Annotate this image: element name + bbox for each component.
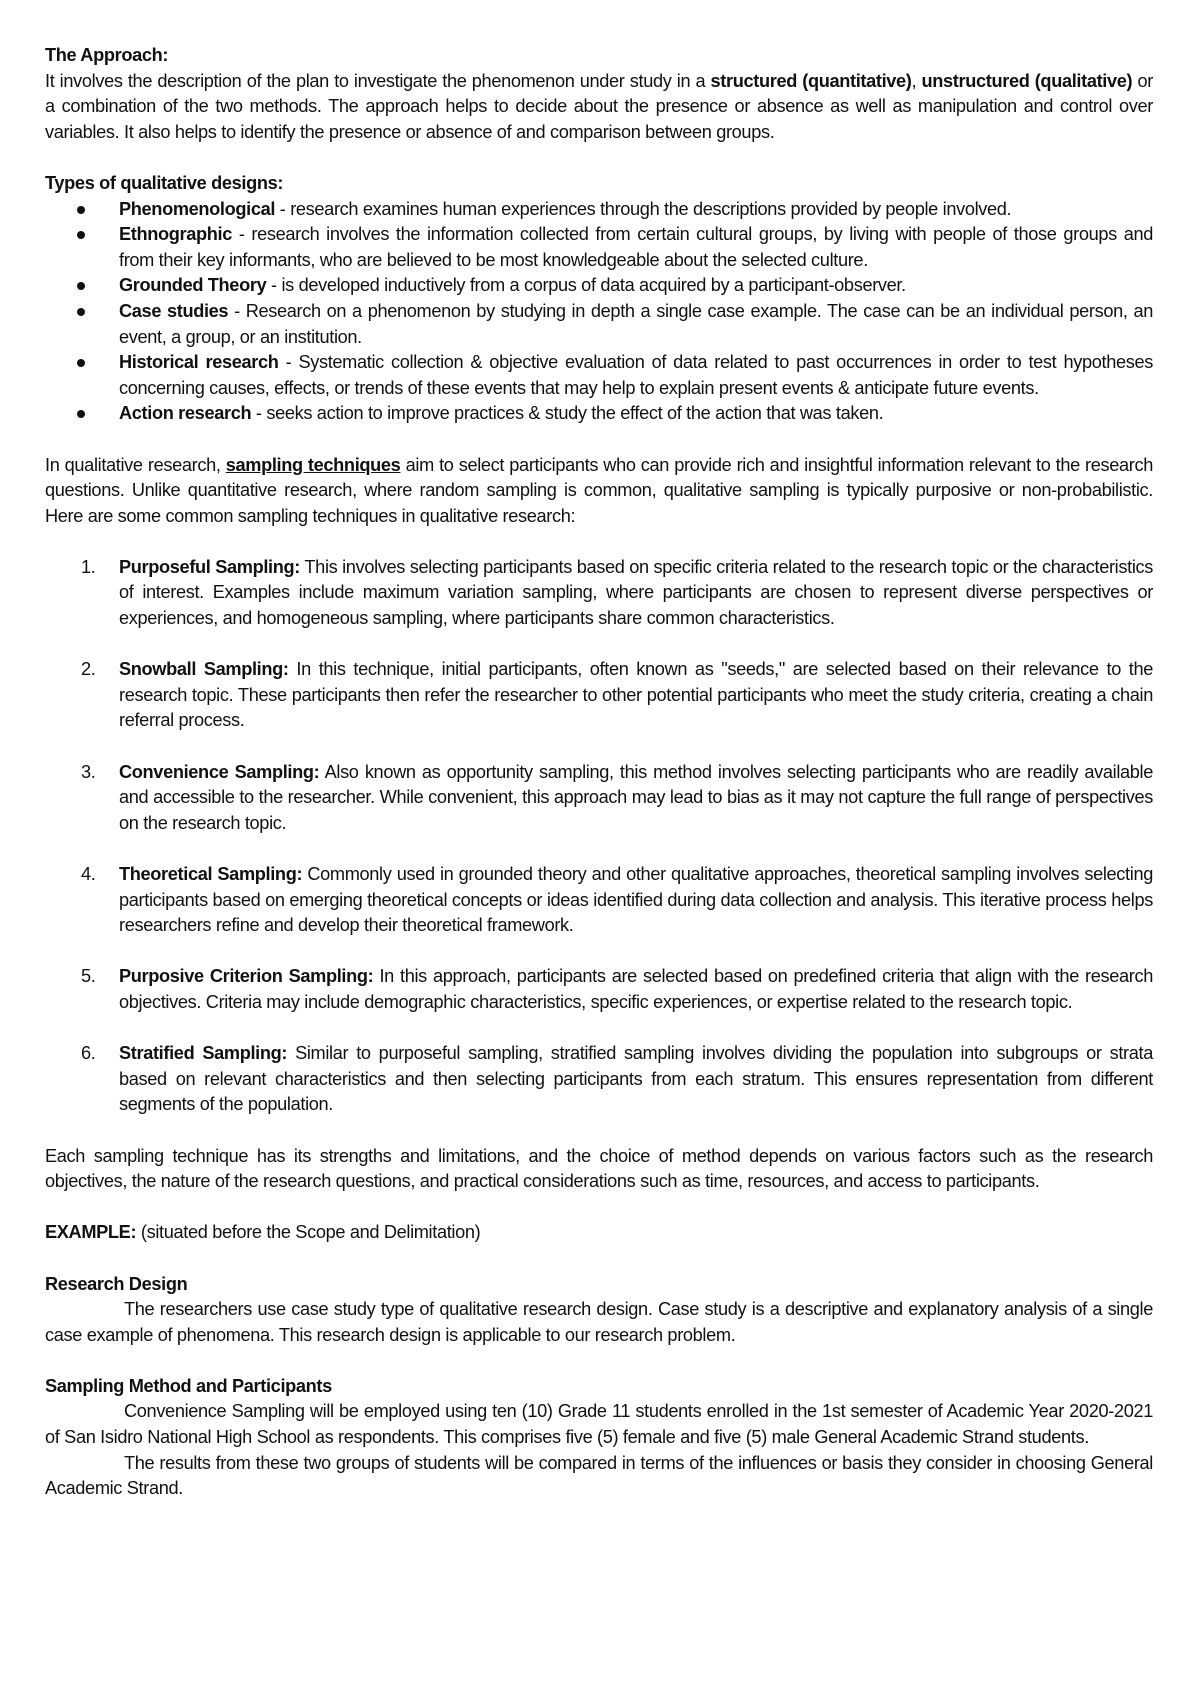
approach-heading: The Approach: [45, 45, 169, 65]
approach-text-3: or a combination of the two methods. The approach helps to decide about the presence or absence as well as manipulation and control over variables. It also helps to identify the presence or absence of and comparison between groups. [45, 70, 1153, 142]
technique-desc: In this technique, initial participants, often known as "seeds," are selected based on their relevance to the research topic. These participants then refer the researcher to other potential participants who meet the study criteria, creating a chain referral process. [119, 659, 1153, 731]
list-item [45, 197, 1153, 223]
sampling-method-heading: Sampling Method and Participants [45, 1375, 332, 1396]
spacer [45, 1118, 1153, 1144]
bullet-icon [77, 231, 85, 239]
spacer [45, 427, 1153, 453]
document-page [45, 43, 1153, 1502]
bullet-icon [77, 410, 85, 418]
type-desc: - seeks action to improve practices & study the effect of the action that was taken. [251, 403, 884, 424]
bullet-icon [77, 308, 85, 316]
example-line [45, 1220, 1153, 1246]
type-desc: - Research on a phenomenon by studying in depth a single case example. The case can be an individual person, an event, a group, or an institution. [119, 300, 1153, 347]
approach-bold-unstructured: unstructured (qualitative) [921, 70, 1133, 91]
list-item [45, 1041, 1153, 1118]
spacer [45, 145, 1153, 171]
technique-desc: In this approach, participants are selected based on predefined criteria that align with the research objectives. Criteria may include demographic characteristics, specific experiences, or expertise related to the research topic. [119, 966, 1153, 1012]
technique-desc: This involves selecting participants based on specific criteria related to the research topic or the characteristics of interest. Examples include maximum variation sampling, where participants are chosen to represent diverse perspectives or experiences, and homogeneous sampling, where participants share common characteristics. [119, 556, 1153, 629]
technique-term: Theoretical Sampling: [119, 864, 303, 884]
sampling-intro-post: aim to select participants who can provide rich and insightful information relevant to the research questions. Unlike quantitative research, where random sampling is common, qualitative sampling is typically purposive or non-probabilistic. Here are some common sampling techniques in qualitative research: [45, 454, 1154, 526]
type-term: Case studies [119, 300, 229, 321]
list-item [45, 273, 1153, 299]
example-label: EXAMPLE: [45, 1222, 137, 1243]
bullet-icon [77, 359, 85, 367]
type-term: Grounded Theory [119, 275, 267, 296]
types-list [45, 197, 1153, 427]
type-desc: - Systematic collection & objective evaluation of data related to past occurrences in order to test hypotheses concerning causes, effects, or trends of these events that may help to explain present events & anticipate future events. [119, 352, 1153, 398]
research-design-paragraph: The researchers use case study type of qualitative research design. Case study is a descriptive and explanatory analysis of a single case example of phenomena. This research design is applicable to our research problem. [45, 1299, 1153, 1345]
list-item [45, 964, 1153, 1015]
list-item [45, 657, 1153, 734]
technique-term: Convenience Sampling: [119, 761, 320, 782]
list-item [45, 401, 1153, 427]
example-note: (situated before the Scope and Delimitation) [136, 1222, 481, 1243]
list-item [45, 862, 1153, 939]
sampling-techniques-term: sampling techniques [225, 454, 401, 475]
type-term: Phenomenological [119, 198, 276, 219]
spacer [45, 1246, 1153, 1272]
sampling-intro-pre: In qualitative research, [45, 454, 226, 475]
technique-desc: Commonly used in grounded theory and other qualitative approaches, theoretical sampling involves selecting participants based on emerging theoretical concepts or ideas identified during data collection and analysis. This iterative process helps researchers refine and develop their theoretical framework. [119, 864, 1153, 936]
item-number: 2. [81, 659, 96, 680]
list-item [45, 299, 1153, 350]
approach-text-1: It involves the description of the plan to investigate the phenomenon under study in a [45, 70, 711, 91]
item-number: 6. [81, 1043, 96, 1064]
technique-term: Purposeful Sampling: [119, 556, 300, 577]
type-desc: - research involves the information collected from certain cultural groups, by living with people of those groups and from their key informants, who are believed to be most knowledgeable about the selected culture. [119, 224, 1153, 270]
item-number: 4. [81, 864, 96, 884]
approach-text-2: , [911, 70, 922, 91]
technique-term: Snowball Sampling: [119, 659, 289, 680]
spacer [45, 1195, 1153, 1221]
technique-term: Purposive Criterion Sampling: [119, 966, 374, 987]
sampling-method-paragraph-2: The results from these two groups of students will be compared in terms of the influences or basis they consider in choosing General Academic Strand. [45, 1452, 1153, 1499]
list-item [45, 760, 1153, 837]
list-item [45, 555, 1153, 632]
spacer [45, 1348, 1153, 1374]
closing-paragraph: Each sampling technique has its strengths and limitations, and the choice of method depends on various factors such as the research objectives, the nature of the research questions, and practical considerations such as time, resources, and access to participants. [45, 1145, 1153, 1192]
sampling-intro-paragraph [45, 453, 1153, 530]
type-term: Ethnographic [119, 224, 233, 245]
approach-bold-structured: structured (quantitative) [710, 70, 912, 91]
technique-desc: Similar to purposeful sampling, stratified sampling involves dividing the population into subgroups or strata based on relevant characteristics and then selecting participants from each stratum. This ensures representation from different segments of the population. [119, 1043, 1153, 1115]
item-number: 3. [81, 761, 96, 782]
type-desc: - research examines human experiences through the descriptions provided by people involved. [275, 198, 1012, 219]
list-item [45, 350, 1153, 401]
type-term: Historical research [119, 352, 279, 373]
sampling-method-paragraph-1: Convenience Sampling will be employed using ten (10) Grade 11 students enrolled in the 1st semester of Academic Year 2020-2021 of San Isidro National High School as respondents. This comprises five (5) female and five (5) male General Academic Strand students. [45, 1401, 1153, 1448]
item-number: 1. [81, 556, 96, 577]
technique-term: Stratified Sampling: [119, 1043, 288, 1064]
list-item [45, 222, 1153, 273]
item-number: 5. [81, 966, 96, 987]
techniques-list [45, 555, 1153, 1118]
types-heading: Types of qualitative designs: [45, 172, 284, 193]
technique-desc: Also known as opportunity sampling, this method involves selecting participants who are readily available and accessible to the researcher. While convenient, this approach may lead to bias as it may not capture the full range of perspectives on the research topic. [119, 761, 1153, 833]
type-desc: - is developed inductively from a corpus of data acquired by a participant-observer. [266, 275, 906, 296]
approach-paragraph [45, 69, 1153, 146]
spacer [45, 529, 1153, 555]
bullet-icon [77, 206, 85, 214]
bullet-icon [77, 282, 85, 290]
type-term: Action research [119, 403, 252, 424]
research-design-heading: Research Design [45, 1273, 188, 1294]
